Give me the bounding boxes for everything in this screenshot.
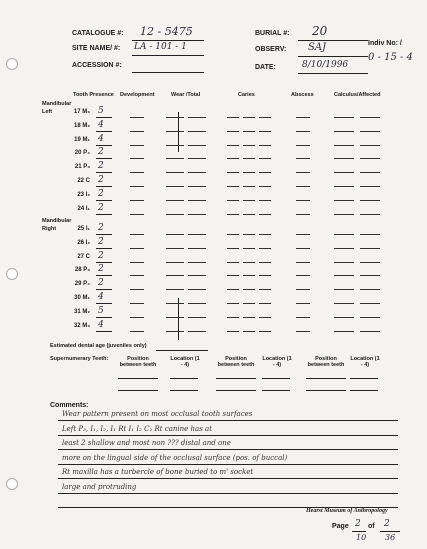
wear-line bbox=[166, 186, 184, 187]
caries-line bbox=[227, 145, 239, 146]
tooth-id: 29 P₄ bbox=[74, 281, 90, 288]
location-underline bbox=[350, 378, 378, 379]
tooth-presence-line bbox=[96, 275, 112, 276]
tooth-id: 24 I₁ bbox=[77, 205, 90, 212]
section-right: Right bbox=[42, 226, 57, 232]
caries-line bbox=[259, 234, 271, 235]
total-line bbox=[188, 117, 206, 118]
caries-line bbox=[243, 200, 255, 201]
abscess-line bbox=[296, 145, 310, 146]
comment-rule bbox=[58, 478, 398, 479]
position-underline bbox=[216, 390, 256, 391]
total-line bbox=[188, 145, 206, 146]
affected-line bbox=[360, 317, 380, 318]
comment-rule bbox=[58, 420, 398, 421]
museum-name: Hearst Museum of Anthropology bbox=[306, 508, 388, 514]
tooth-id: 17 M₃ bbox=[73, 109, 90, 115]
abscess-line bbox=[296, 172, 310, 173]
development-line bbox=[130, 275, 144, 276]
tooth-presence-value: 4 bbox=[98, 319, 104, 330]
total-line bbox=[188, 131, 206, 132]
affected-line bbox=[360, 158, 380, 159]
tooth-id: 32 M₃ bbox=[73, 322, 90, 329]
affected-line bbox=[360, 214, 380, 215]
affected-line bbox=[360, 186, 380, 187]
page-note-left: 10 bbox=[356, 533, 367, 542]
location-label: Location (1 - 4) bbox=[262, 356, 292, 368]
total-line bbox=[188, 214, 206, 215]
page-note-right: 36 bbox=[385, 533, 396, 542]
position-underline bbox=[306, 390, 346, 391]
tooth-presence-value: 2 bbox=[98, 175, 104, 185]
caries-line bbox=[243, 317, 255, 318]
tooth-presence-value: 4 bbox=[98, 133, 104, 144]
caries-line bbox=[243, 248, 255, 249]
abscess-line bbox=[296, 186, 310, 187]
caries-line bbox=[227, 317, 239, 318]
caries-line bbox=[227, 117, 239, 118]
caries-line bbox=[243, 186, 255, 187]
calculus-line bbox=[334, 172, 354, 173]
calculus-line bbox=[334, 131, 354, 132]
development-line bbox=[130, 262, 144, 263]
site-label: SITE NAME/ #: bbox=[72, 45, 121, 52]
comment-text-line: large and protruding bbox=[62, 482, 137, 491]
location-underline bbox=[262, 378, 290, 379]
caries-line bbox=[259, 275, 271, 276]
tooth-presence-line bbox=[96, 234, 112, 235]
position-underline bbox=[118, 378, 158, 379]
abscess-line bbox=[296, 262, 310, 263]
wear-line bbox=[166, 262, 184, 263]
wear-line bbox=[166, 275, 184, 276]
total-line bbox=[188, 303, 206, 304]
development-line bbox=[130, 172, 144, 173]
wear-line bbox=[166, 145, 184, 146]
development-line bbox=[130, 234, 144, 235]
abscess-line bbox=[296, 275, 310, 276]
tooth-presence-line bbox=[96, 117, 112, 118]
tooth-presence-line bbox=[96, 331, 112, 332]
position-underline bbox=[216, 378, 256, 379]
caries-line bbox=[259, 186, 271, 187]
tooth-presence-value: 5 bbox=[98, 106, 104, 116]
wear-line bbox=[166, 248, 184, 249]
total-line bbox=[188, 172, 206, 173]
burial-value: 20 bbox=[312, 24, 328, 38]
of-label: of bbox=[368, 523, 375, 530]
catalogue-underline bbox=[132, 40, 204, 41]
total-line bbox=[188, 262, 206, 263]
caries-line bbox=[259, 214, 271, 215]
position-underline bbox=[118, 390, 158, 391]
affected-line bbox=[360, 145, 380, 146]
wear-line bbox=[166, 117, 184, 118]
comment-rule bbox=[58, 449, 398, 450]
observ-underline bbox=[298, 56, 368, 57]
col-development: Development bbox=[120, 92, 155, 98]
abscess-line bbox=[296, 158, 310, 159]
calculus-line bbox=[334, 145, 354, 146]
caries-line bbox=[259, 289, 271, 290]
binder-hole bbox=[6, 58, 18, 70]
caries-line bbox=[227, 262, 239, 263]
tooth-presence-value: 2 bbox=[98, 250, 104, 261]
total-line bbox=[188, 234, 206, 235]
affected-line bbox=[360, 303, 380, 304]
abscess-line bbox=[296, 234, 310, 235]
tooth-presence-line bbox=[96, 262, 112, 263]
location-label: Location (1 - 4) bbox=[170, 356, 200, 368]
abscess-line bbox=[296, 117, 310, 118]
comment-text-line: more on the lingual side of the occlusal surface (pos. of buccal) bbox=[62, 453, 288, 462]
abscess-line bbox=[296, 214, 310, 215]
wear-line bbox=[166, 214, 184, 215]
tooth-presence-value: 4 bbox=[98, 119, 104, 130]
supernumerary-label: Supernumerary Teeth: bbox=[50, 356, 109, 362]
tooth-presence-value: 2 bbox=[98, 278, 104, 289]
abscess-line bbox=[296, 200, 310, 201]
caries-line bbox=[259, 200, 271, 201]
tooth-presence-value: 2 bbox=[98, 147, 104, 158]
caries-line bbox=[243, 289, 255, 290]
position-underline bbox=[306, 378, 346, 379]
burial-label: BURIAL #: bbox=[255, 30, 290, 37]
tooth-presence-line bbox=[96, 145, 112, 146]
wear-line bbox=[166, 234, 184, 235]
tooth-id: 21 P₃ bbox=[74, 164, 90, 171]
wear-mark bbox=[178, 298, 179, 340]
tooth-id: 27 C bbox=[77, 253, 90, 260]
indiv-value: 0 - 15 - 4 bbox=[368, 52, 413, 63]
section-mandibular-right: Mandibular bbox=[42, 218, 72, 224]
affected-line bbox=[360, 131, 380, 132]
abscess-line bbox=[296, 131, 310, 132]
comment-text-line: Left P₃, I₁, I₂, I₁ Rt I₁ I₂ C₂ Rt canine has at bbox=[62, 424, 213, 433]
affected-line bbox=[360, 172, 380, 173]
caries-line bbox=[259, 131, 271, 132]
tooth-presence-value: 2 bbox=[98, 161, 104, 172]
date-label: DATE: bbox=[255, 64, 276, 71]
calculus-line bbox=[334, 289, 354, 290]
section-left: Left bbox=[42, 109, 53, 115]
calculus-line bbox=[334, 234, 354, 235]
tooth-presence-line bbox=[96, 303, 112, 304]
tooth-id: 26 I₂ bbox=[77, 239, 90, 246]
caries-line bbox=[227, 186, 239, 187]
calculus-line bbox=[334, 158, 354, 159]
tooth-id: 28 P₃ bbox=[74, 267, 90, 274]
caries-line bbox=[227, 200, 239, 201]
comment-text-line: least 2 shallow and most non ??? distal and one bbox=[62, 439, 231, 447]
comment-rule bbox=[58, 493, 398, 494]
caries-line bbox=[243, 158, 255, 159]
tooth-presence-line bbox=[96, 289, 112, 290]
page-total-underline bbox=[380, 531, 400, 532]
page-total: 2 bbox=[384, 519, 390, 529]
caries-line bbox=[227, 234, 239, 235]
comment-text-line: Rt maxilla has a turbercle of bone buried to m' socket bbox=[62, 468, 254, 476]
affected-line bbox=[360, 248, 380, 249]
affected-line bbox=[360, 262, 380, 263]
observ-value: SAJ bbox=[308, 42, 327, 53]
total-line bbox=[188, 200, 206, 201]
total-line bbox=[188, 186, 206, 187]
calculus-line bbox=[334, 275, 354, 276]
col-calculus: Calculus/Affected bbox=[334, 92, 381, 98]
location-label: Location (1 - 4) bbox=[350, 356, 380, 368]
wear-line bbox=[166, 317, 184, 318]
tooth-id: 23 I₂ bbox=[77, 191, 90, 198]
total-line bbox=[188, 289, 206, 290]
affected-line bbox=[360, 275, 380, 276]
location-underline bbox=[170, 390, 198, 391]
tooth-row bbox=[0, 320, 427, 336]
development-line bbox=[130, 117, 144, 118]
caries-line bbox=[243, 131, 255, 132]
tooth-presence-value: 2 bbox=[98, 202, 104, 213]
tooth-presence-value: 2 bbox=[98, 223, 104, 233]
caries-line bbox=[227, 214, 239, 215]
tooth-id: 25 I₁ bbox=[77, 226, 90, 232]
caries-line bbox=[243, 234, 255, 235]
col-tooth-presence: Tooth Presence bbox=[73, 92, 114, 98]
tooth-id: 22 C bbox=[77, 178, 90, 184]
caries-line bbox=[243, 275, 255, 276]
wear-line bbox=[166, 303, 184, 304]
caries-line bbox=[227, 248, 239, 249]
development-line bbox=[130, 214, 144, 215]
section-mandibular-left: Mandibular bbox=[42, 101, 72, 107]
caries-line bbox=[259, 317, 271, 318]
page-current: 2 bbox=[355, 519, 361, 529]
burial-underline bbox=[298, 40, 368, 41]
comments-label: Comments: bbox=[50, 402, 89, 409]
caries-line bbox=[227, 158, 239, 159]
comment-rule bbox=[58, 464, 398, 465]
development-line bbox=[130, 317, 144, 318]
tooth-id: 19 M₁ bbox=[74, 136, 90, 143]
tooth-presence-line bbox=[96, 248, 112, 249]
development-line bbox=[130, 131, 144, 132]
calculus-line bbox=[334, 117, 354, 118]
dental-age-label: Estimated dental age (juveniles only) bbox=[50, 343, 147, 349]
page-current-underline bbox=[352, 531, 366, 532]
indiv-label: Indiv No: / bbox=[368, 40, 402, 47]
caries-line bbox=[243, 172, 255, 173]
tooth-row bbox=[0, 203, 427, 219]
col-abscess: Abscess bbox=[291, 92, 314, 98]
affected-line bbox=[360, 289, 380, 290]
wear-line bbox=[166, 158, 184, 159]
calculus-line bbox=[334, 317, 354, 318]
abscess-line bbox=[296, 317, 310, 318]
wear-line bbox=[166, 289, 184, 290]
caries-line bbox=[243, 214, 255, 215]
caries-line bbox=[227, 275, 239, 276]
page-label: Page bbox=[332, 523, 349, 530]
affected-line bbox=[360, 331, 380, 332]
wear-line bbox=[166, 331, 184, 332]
tooth-id: 20 P₄ bbox=[74, 150, 90, 157]
wear-line bbox=[166, 200, 184, 201]
position-between-teeth-label: Position between teeth bbox=[217, 356, 255, 368]
development-line bbox=[130, 186, 144, 187]
tooth-presence-value: 2 bbox=[98, 188, 104, 199]
location-underline bbox=[262, 390, 290, 391]
tooth-presence-value: 4 bbox=[98, 292, 104, 302]
calculus-line bbox=[334, 214, 354, 215]
tooth-id: 30 M₁ bbox=[74, 295, 90, 301]
wear-line bbox=[166, 131, 184, 132]
calculus-line bbox=[334, 303, 354, 304]
position-between-teeth-label: Position between teeth bbox=[307, 356, 345, 368]
calculus-line bbox=[334, 200, 354, 201]
caries-line bbox=[243, 262, 255, 263]
development-line bbox=[130, 158, 144, 159]
tooth-presence-value: 2 bbox=[98, 236, 104, 247]
caries-line bbox=[243, 117, 255, 118]
affected-line bbox=[360, 234, 380, 235]
caries-line bbox=[259, 158, 271, 159]
wear-line bbox=[166, 172, 184, 173]
tooth-presence-line bbox=[96, 214, 112, 215]
site-value: LA - 101 - 1 bbox=[134, 42, 187, 52]
abscess-line bbox=[296, 289, 310, 290]
development-line bbox=[130, 289, 144, 290]
catalogue-label: CATALOGUE #: bbox=[72, 30, 124, 37]
caries-line bbox=[259, 262, 271, 263]
date-value: 8/10/1996 bbox=[302, 60, 349, 70]
tooth-presence-value: 5 bbox=[98, 305, 104, 316]
comment-text-line: Wear pattern present on most occlusal tooth surfaces bbox=[62, 410, 253, 418]
tooth-presence-value: 2 bbox=[98, 264, 104, 275]
caries-line bbox=[259, 248, 271, 249]
catalogue-value: 12 - 5475 bbox=[140, 25, 193, 38]
calculus-line bbox=[334, 262, 354, 263]
tooth-id: 31 M₂ bbox=[73, 308, 90, 315]
position-between-teeth-label: Position between teeth bbox=[119, 356, 157, 368]
location-underline bbox=[170, 378, 198, 379]
tooth-id: 18 M₂ bbox=[73, 122, 90, 129]
caries-line bbox=[259, 303, 271, 304]
caries-line bbox=[259, 145, 271, 146]
tooth-presence-line bbox=[96, 131, 112, 132]
abscess-line bbox=[296, 331, 310, 332]
total-line bbox=[188, 317, 206, 318]
tooth-presence-line bbox=[96, 200, 112, 201]
col-caries: Caries bbox=[238, 92, 255, 98]
affected-line bbox=[360, 200, 380, 201]
tooth-presence-line bbox=[96, 172, 112, 173]
total-line bbox=[188, 158, 206, 159]
total-line bbox=[188, 275, 206, 276]
location-underline bbox=[350, 390, 378, 391]
site-underline bbox=[132, 55, 204, 56]
total-line bbox=[188, 331, 206, 332]
wear-mark bbox=[178, 112, 179, 152]
development-line bbox=[130, 248, 144, 249]
total-line bbox=[188, 248, 206, 249]
affected-line bbox=[360, 117, 380, 118]
tooth-presence-line bbox=[96, 186, 112, 187]
binder-hole bbox=[6, 478, 18, 490]
tooth-presence-line bbox=[96, 317, 112, 318]
observ-label: OBSERV: bbox=[255, 46, 287, 53]
caries-line bbox=[227, 172, 239, 173]
caries-line bbox=[259, 117, 271, 118]
caries-line bbox=[227, 331, 239, 332]
caries-line bbox=[243, 145, 255, 146]
caries-line bbox=[227, 289, 239, 290]
dental-age-underline bbox=[156, 350, 208, 351]
tooth-presence-line bbox=[96, 158, 112, 159]
calculus-line bbox=[334, 186, 354, 187]
development-line bbox=[130, 303, 144, 304]
calculus-line bbox=[334, 331, 354, 332]
caries-line bbox=[227, 303, 239, 304]
caries-line bbox=[243, 331, 255, 332]
development-line bbox=[130, 331, 144, 332]
caries-line bbox=[243, 303, 255, 304]
caries-line bbox=[227, 131, 239, 132]
development-line bbox=[130, 200, 144, 201]
abscess-line bbox=[296, 303, 310, 304]
comment-rule bbox=[58, 435, 398, 436]
col-wear: Wear /Total bbox=[171, 92, 201, 98]
accession-underline bbox=[132, 72, 204, 73]
caries-line bbox=[259, 172, 271, 173]
calculus-line bbox=[334, 248, 354, 249]
accession-label: ACCESSION #: bbox=[72, 62, 122, 69]
caries-line bbox=[259, 331, 271, 332]
development-line bbox=[130, 145, 144, 146]
date-underline bbox=[298, 73, 368, 74]
abscess-line bbox=[296, 248, 310, 249]
